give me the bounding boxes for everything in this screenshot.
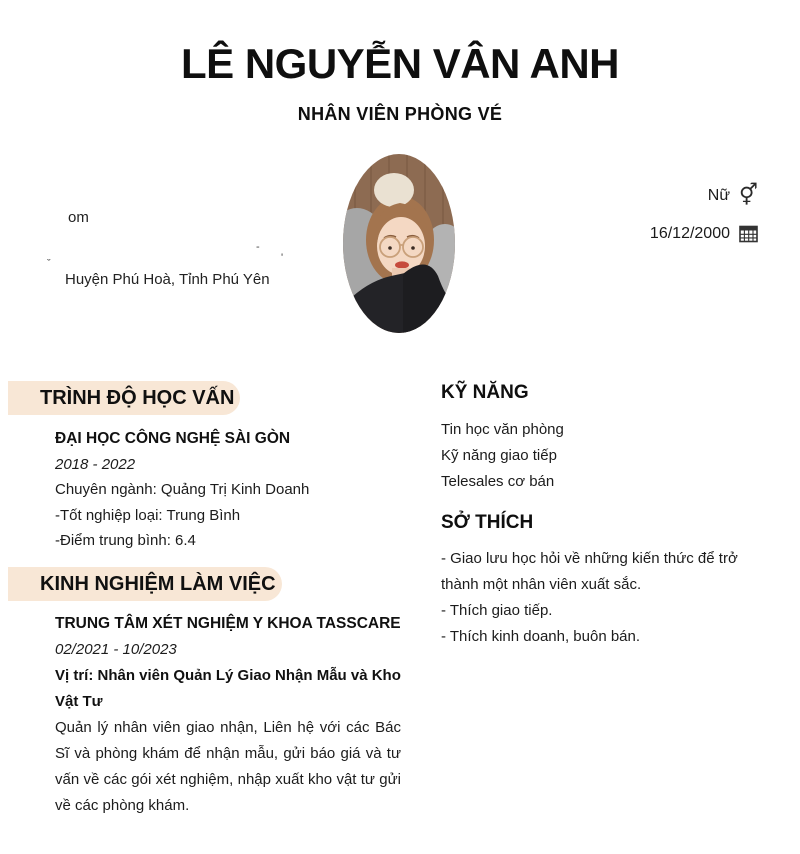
skill-item: Kỹ năng giao tiếp	[441, 447, 557, 464]
education-line: Chuyên ngành: Quảng Trị Kinh Doanh	[55, 481, 310, 498]
education-block	[55, 426, 405, 554]
skills-list	[441, 417, 564, 495]
stray-glyph-left: ˇ	[47, 258, 51, 270]
male-female-icon: ⚥	[739, 184, 758, 207]
experience-period: 02/2021 - 10/2023	[55, 641, 177, 658]
education-period: 2018 - 2022	[55, 455, 136, 473]
page-title: LÊ NGUYỄN VÂN ANH	[181, 40, 619, 87]
dob-value: 16/12/2000	[649, 224, 730, 242]
hobby-item: - Giao lưu học hỏi về những kiến thức để trở thành một nhân viên xuất sắc.	[441, 550, 738, 593]
stray-glyph-right: '	[281, 252, 284, 264]
education-school: ĐẠI HỌC CÔNG NGHỆ SÀI GÒN	[55, 430, 291, 447]
experience-company: TRUNG TÂM XÉT NGHIỆM Y KHOA TASSCARE	[55, 615, 401, 632]
profile-photo	[343, 154, 455, 333]
hobbies-list	[441, 546, 775, 650]
section-heading-experience: KINH NGHIỆM LÀM VIỆC	[8, 567, 282, 601]
dob-row	[650, 224, 758, 243]
section-heading-hobbies: SỞ THÍCH	[441, 512, 534, 533]
experience-block	[55, 611, 401, 819]
email-text-fragment: om	[68, 209, 89, 226]
calendar-icon	[739, 224, 758, 243]
hobby-item: - Thích giao tiếp.	[441, 602, 553, 619]
education-line: -Điểm trung bình: 6.4	[55, 532, 196, 549]
education-line: -Tốt nghiệp loại: Trung Bình	[55, 506, 241, 524]
gender-value: Nữ	[707, 186, 731, 204]
profile-photo-illustration	[343, 154, 455, 333]
experience-description: Quản lý nhân viên giao nhận, Liên hệ với các Bác Sĩ và phòng khám để nhận mẫu, gửi báo giá và tư vấn về các gói xét nghiệm, nhập xuất kho vật tư gửi về các phòng khám.	[55, 719, 401, 814]
section-heading-education: TRÌNH ĐỘ HỌC VẤN	[8, 381, 240, 415]
section-heading-skills: KỸ NĂNG	[441, 382, 529, 403]
stray-glyph-mid: -	[256, 241, 260, 253]
experience-position: Vị trí: Nhân viên Quản Lý Giao Nhận Mẫu và Kho Vật Tư	[55, 667, 401, 710]
hobby-item: - Thích kinh doanh, buôn bán.	[441, 628, 641, 645]
gender-row	[708, 185, 758, 206]
skill-item: Telesales cơ bán	[441, 473, 555, 490]
address-text: Huyện Phú Hoà, Tỉnh Phú Yên	[65, 271, 270, 288]
job-title: NHÂN VIÊN PHÒNG VÉ	[297, 104, 503, 124]
skill-item: Tin học văn phòng	[441, 421, 564, 438]
